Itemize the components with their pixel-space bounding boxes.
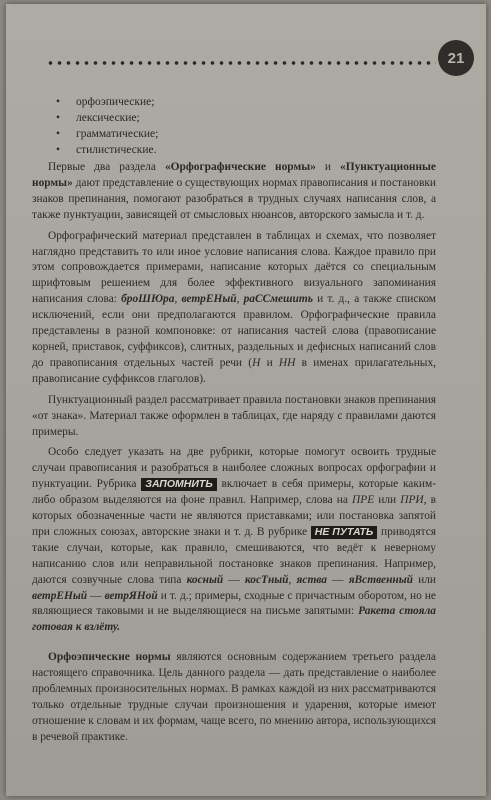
rubric-dont-confuse-badge: НЕ ПУТАТЬ (311, 526, 378, 539)
example-word: яВственный (348, 573, 413, 586)
norms-list (50, 94, 158, 158)
book-page (6, 4, 486, 796)
paragraph-orthoepy: Орфоэпические нормы являются основным содержанием третьего раздела настоящего справочника. Цель данного раздела — дать представление о наиболее проблемных произносительных нормах. В рамках каждой из них рассматриваются только отдельные трудные случаи произношения и ударения, которые имеют отношение к словам и их формам, чаще всего, по мнению автора, использующихся в речевой практике. (32, 651, 436, 743)
page-number: 21 (438, 40, 474, 76)
example-word: раССмешить (243, 293, 313, 306)
paragraph-rubrics: Особо следует указать на две рубрики, которые помогут освоить трудные случаи правописания и разобраться в наиболее сложных вопросах орфографии и пунктуации. Рубрика ЗАПОМНИТЬ включает в себя примеры, которые каким-либо образом выделяются на фоне правил. Например, слова на ПРЕ или ПРИ, в которых обозначенные части не являются приставками; или постановка запятой при сложных союзах, авторские знаки и т. д. В рубрике НЕ ПУТАТЬ приводятся такие случаи, которые, как правило, смешиваются, что ведёт к неверному написанию слов или неправильной постановке знаков препинания. Например, даются созвучные слова типа косный — косТный, яства — яВственный или ветрЕНый — ветрЯНой и т. д.; примеры, сходные с причастным оборотом, но не являющиеся таковыми и не выделяющиеся на письме запятыми: Ракета стояла готовая к взлёту. (32, 446, 436, 634)
example-letter: НН (278, 356, 296, 369)
example-word: ветрЕНый (181, 293, 237, 306)
example-word: косный (186, 573, 224, 586)
list-item: • стилистические. (50, 142, 158, 158)
section-title-orthoepy: Орфоэпические нормы (48, 651, 171, 664)
paragraph-intro: Первые два раздела «Орфографические нормы» и «Пунктуационные нормы» дают представление о существующих нормах правописания и постановки знаков препинания, помогают разобраться в трудных случаях написания слов, а также пунктуации, зависящей от смысловых нюансов, авторского замысла и т. д. (32, 161, 436, 221)
paragraph-punctuation: Пунктуационный раздел рассматривает правила постановки знаков препинания «от знака». Материал также оформлен в таблицах, где наряду с правилами даются примеры. (32, 393, 436, 438)
example-word: косТный (244, 573, 289, 586)
list-item: • лексические; (50, 110, 158, 126)
example-sentence: Ракета стояла готовая к взлёту. (32, 605, 436, 634)
section-title-orthography: «Орфографические нормы» (164, 161, 316, 173)
example-word: броШЮра (121, 293, 175, 306)
example-prefix: ПРЕ (352, 494, 375, 507)
body-text (32, 160, 436, 760)
example-prefix: ПРИ (400, 494, 424, 507)
list-item: • грамматические; (50, 126, 158, 142)
dotted-rule (46, 61, 436, 65)
example-word: ветрЯНой (104, 589, 158, 602)
rubric-remember-badge: ЗАПОМНИТЬ (141, 478, 217, 491)
paragraph-orthography: Орфографический материал представлен в таблицах и схемах, что позволяет наглядно представить то или иное условие написания слова. Каждое правило при этом сопровождается примерами, написание которых даётся со специальным шрифтовым решением для более эффективного визуального запоминания написания слова: броШЮра, ветрЕНый, раССмешить и т. д., а также списком исключений, если они предполагаются правилом. Орфографические правила представлены в разной компоновке: от написания частей слова (правописание корней, приставок, суффиксов), слитных, раздельных и дефисных написаний слов до правописания отдельных частей речи (Н и НН в именах прилагательных, правописание суффиксов глаголов). (32, 229, 437, 385)
example-letter: Н (252, 356, 261, 369)
section-title-punctuation: «Пунктуационные нормы» (32, 161, 436, 189)
list-item: • орфоэпические; (50, 94, 158, 110)
example-word: ветрЕНый (32, 589, 88, 602)
example-word: яства (296, 573, 328, 586)
